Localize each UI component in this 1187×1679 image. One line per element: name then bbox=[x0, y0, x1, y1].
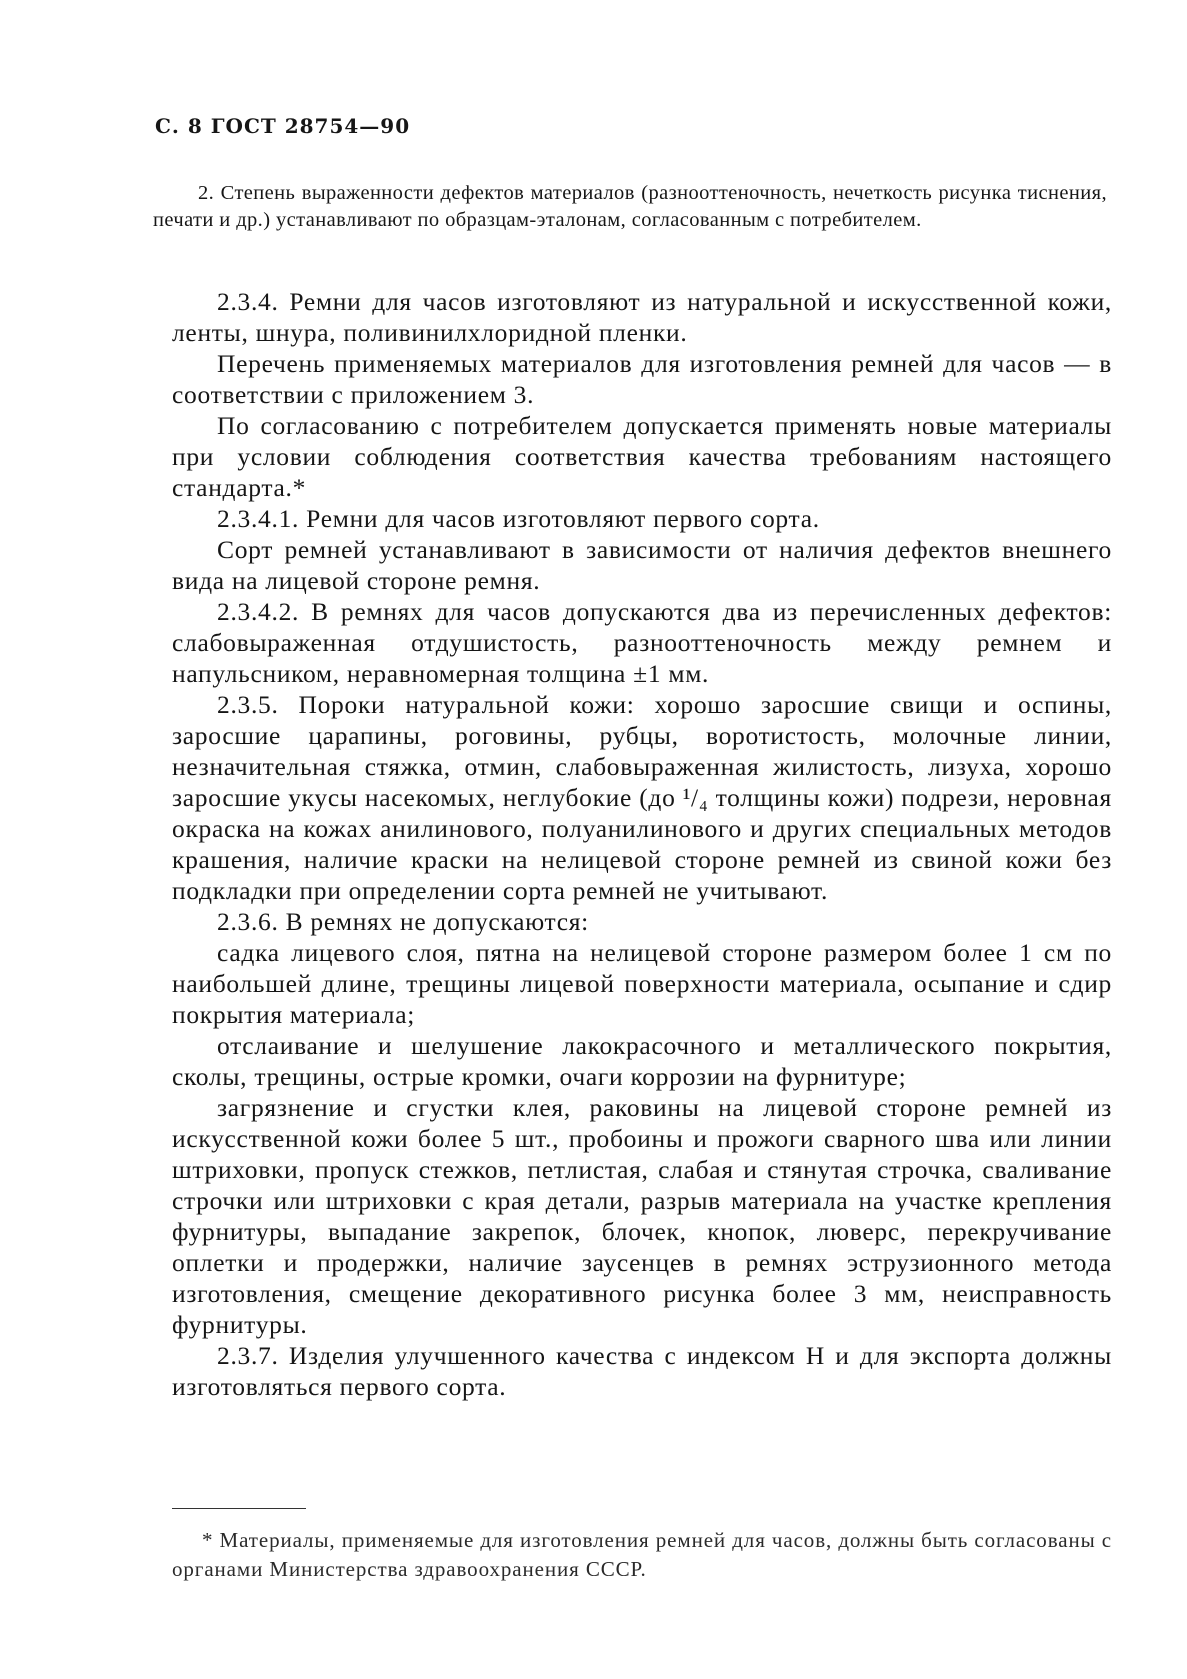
paragraph-defects-assembly: загрязнение и сгустки клея, раковины на лицевой стороне ремней из искусственной кожи более 5 шт., пробоины и прожоги сварного шва или линии штриховки, пропуск стежков, петлистая, слабая и стянутая строчка, сваливание строчки или штриховки с края детали, разрыв материала на участке крепления фурнитуры, выпадание закрепок, блочек, кнопок, люверс, перекручивание оплетки и продержки, наличие заусенцев в ремнях эструзионного метода изготовления, смещение декоративного рисунка более 3 мм, неисправность фурнитуры. bbox=[172, 1093, 1112, 1339]
note-text: 2. Степень выраженности дефектов материалов (разнооттеночность, нечеткость рисунка тиснения, печати и др.) устанавливают по образцам-эталонам, согласованным с потребителем. bbox=[153, 182, 1107, 231]
paragraph-2-3-4-2: 2.3.4.2. В ремнях для часов допускаются два из перечисленных дефектов: слабовыраженная отдушистость, разнооттеночность между ремнем и напульсником, неравномерная толщина ±1 мм. bbox=[172, 597, 1112, 688]
paragraph-defects-coating: отслаивание и шелушение лакокрасочного и металлического покрытия, сколы, трещины, острые кромки, очаги коррозии на фурнитуре; bbox=[172, 1031, 1112, 1091]
paragraph-new-materials: По согласованию с потребителем допускается применять новые материалы при условии соблюдения соответствия качества требованиям настоящего стандарта.* bbox=[172, 411, 1112, 502]
paragraph-defects-surface: садка лицевого слоя, пятна на нелицевой стороне размером более 1 см по наибольшей длине, трещины лицевой поверхности материала, осыпание и сдир покрытия материала; bbox=[172, 938, 1112, 1029]
footnote bbox=[172, 1526, 1112, 1584]
paragraph-materials-list: Перечень применяемых материалов для изготовления ремней для часов — в соответствии с приложением 3. bbox=[172, 349, 1112, 409]
note-block bbox=[153, 180, 1107, 234]
body-text bbox=[172, 286, 1112, 1402]
paragraph-2-3-4-1: 2.3.4.1. Ремни для часов изготовляют первого сорта. bbox=[217, 504, 820, 533]
paragraph-2-3-5: 2.3.5. Пороки натуральной кожи: хорошо заросшие свищи и оспины, заросшие царапины, роговины, рубцы, воротистость, молочные линии, незначительная стяжка, отмин, слабовыраженная жилистость, лизуха, хорошо заросшие укусы насекомых, неглубокие (до ¹/₄ толщины кожи) подрези, неровная окраска на кожах анилинового, полуанилинового и других специальных методов крашения, наличие краски на нелицевой стороне ремней из свиной кожи без подкладки при определении сорта ремней не учитывают. bbox=[172, 690, 1112, 905]
paragraph-2-3-6: 2.3.6. В ремнях не допускаются: bbox=[217, 907, 589, 936]
paragraph-2-3-7: 2.3.7. Изделия улучшенного качества с индексом Н и для экспорта должны изготовляться первого сорта. bbox=[172, 1341, 1112, 1401]
footnote-text: * Материалы, применяемые для изготовления ремней для часов, должны быть согласованы с органами Министерства здравоохранения СССР. bbox=[172, 1528, 1112, 1581]
paragraph-grade: Сорт ремней устанавливают в зависимости от наличия дефектов внешнего вида на лицевой стороне ремня. bbox=[172, 535, 1112, 595]
footnote-divider bbox=[172, 1508, 306, 1509]
paragraph-2-3-4: 2.3.4. Ремни для часов изготовляют из натуральной и искусственной кожи, ленты, шнура, поливинилхлоридной пленки. bbox=[172, 287, 1112, 347]
page-header: С. 8 ГОСТ 28754—90 bbox=[155, 114, 411, 138]
